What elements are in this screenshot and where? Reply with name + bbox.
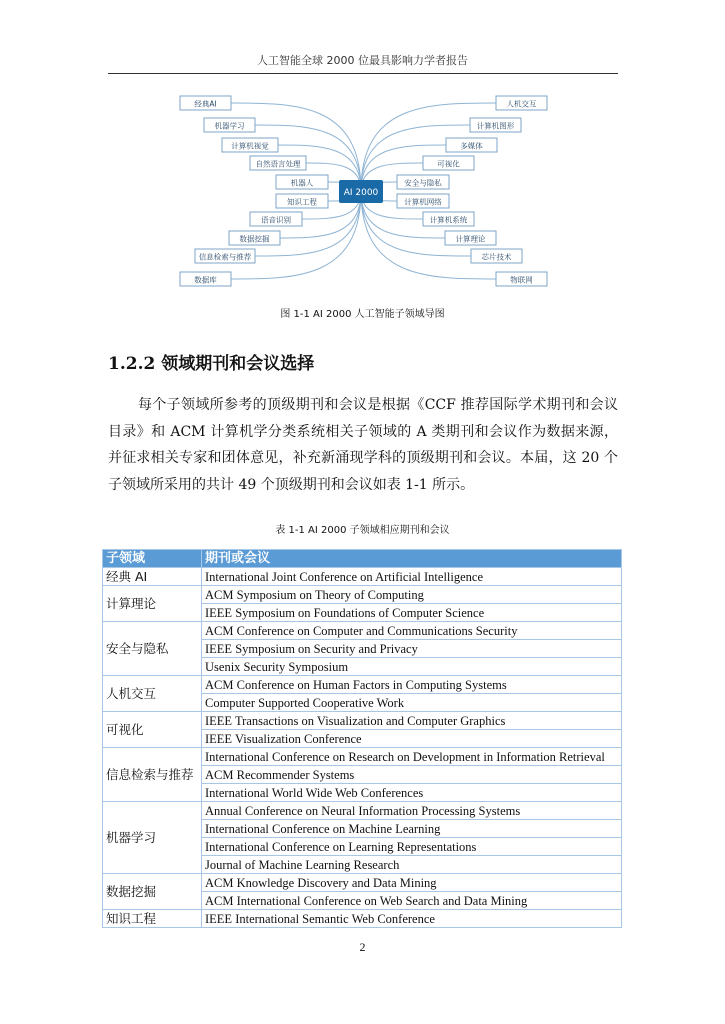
field-cell: 信息检索与推荐 bbox=[103, 748, 202, 802]
field-cell: 经典 AI bbox=[103, 568, 202, 586]
venue-cell: IEEE International Semantic Web Conference bbox=[202, 910, 622, 928]
mindmap-node-label: 机器人 bbox=[290, 178, 314, 188]
venue-cell: Annual Conference on Neural Information Processing Systems bbox=[202, 802, 622, 820]
mindmap-node-label: 可视化 bbox=[437, 159, 460, 169]
venue-cell: ACM Conference on Human Factors in Computing Systems bbox=[202, 676, 622, 694]
running-header: 人工智能全球 2000 位最具影响力学者报告 bbox=[257, 54, 468, 67]
venue-cell: IEEE Transactions on Visualization and Computer Graphics bbox=[202, 712, 622, 730]
mindmap-node-label: 芯片技术 bbox=[481, 252, 512, 262]
venue-cell: International Joint Conference on Artificial Intelligence bbox=[202, 568, 622, 586]
table-row bbox=[103, 712, 622, 730]
venue-table bbox=[102, 549, 622, 928]
venue-cell: ACM Recommender Systems bbox=[202, 766, 622, 784]
mindmap-node-label: 经典AI bbox=[194, 99, 217, 109]
mindmap-node-label: 人机交互 bbox=[506, 99, 537, 109]
header-field: 子领域 bbox=[103, 550, 202, 568]
venue-cell: IEEE Symposium on Foundations of Computer Science bbox=[202, 604, 622, 622]
mindmap-node-label: 多媒体 bbox=[460, 141, 483, 151]
mindmap-node-label: 数据库 bbox=[194, 275, 217, 285]
page-number: 2 bbox=[359, 940, 366, 954]
mindmap-node-label: 数据挖掘 bbox=[239, 234, 270, 244]
mindmap-node-label: 自然语言处理 bbox=[255, 159, 301, 169]
venue-cell: International Conference on Learning Representations bbox=[202, 838, 622, 856]
table-row bbox=[103, 748, 622, 766]
table-row bbox=[103, 874, 622, 892]
venue-cell: Usenix Security Symposium bbox=[202, 658, 622, 676]
mindmap-node-label: 计算机网络 bbox=[404, 197, 442, 207]
figure-caption: 图 1-1 AI 2000 人工智能子领域导图 bbox=[280, 309, 445, 320]
venue-cell: IEEE Symposium on Security and Privacy bbox=[202, 640, 622, 658]
field-cell: 知识工程 bbox=[103, 910, 202, 928]
mindmap-node-label: 机器学习 bbox=[214, 121, 245, 131]
venue-cell: Computer Supported Cooperative Work bbox=[202, 694, 622, 712]
venue-cell: IEEE Visualization Conference bbox=[202, 730, 622, 748]
table-row bbox=[103, 676, 622, 694]
mindmap-node-label: 语音识别 bbox=[261, 215, 291, 225]
field-cell: 数据挖掘 bbox=[103, 874, 202, 910]
venue-cell: International World Wide Web Conferences bbox=[202, 784, 622, 802]
venue-cell: ACM Symposium on Theory of Computing bbox=[202, 586, 622, 604]
mindmap-node-label: 信息检索与推荐 bbox=[198, 252, 252, 262]
mindmap-center-label: AI 2000 bbox=[343, 188, 379, 198]
venue-cell: ACM International Conference on Web Search and Data Mining bbox=[202, 892, 622, 910]
ai-subfield-mindmap bbox=[0, 0, 725, 300]
field-cell: 人机交互 bbox=[103, 676, 202, 712]
venue-cell: International Conference on Machine Learning bbox=[202, 820, 622, 838]
mindmap-node-label: 知识工程 bbox=[287, 197, 317, 207]
section-title: 1.2.2 领域期刊和会议选择 bbox=[108, 354, 315, 374]
field-cell: 可视化 bbox=[103, 712, 202, 748]
mindmap-node-label: 计算理论 bbox=[455, 234, 486, 244]
field-cell: 计算理论 bbox=[103, 586, 202, 622]
header-venue: 期刊或会议 bbox=[202, 550, 622, 568]
table-row bbox=[103, 622, 622, 640]
mindmap-node-label: 计算机视觉 bbox=[231, 141, 269, 151]
body-paragraph: 每个子领域所参考的顶级期刊和会议是根据《CCF 推荐国际学术期刊和会议目录》和 ACM 计算机学分类系统相关子领域的 A 类期刊和会议作为数据来源，并征求相关专家和团体意见，补充新涌现学科的顶级期刊和会议。本届，这 20 个子领域所采用的共计 49 个顶级期刊和会议如表 1-1 所示。 bbox=[108, 397, 618, 493]
table-row bbox=[103, 586, 622, 604]
venue-cell: ACM Conference on Computer and Communications Security bbox=[202, 622, 622, 640]
table-caption: 表 1-1 AI 2000 子领域相应期刊和会议 bbox=[275, 525, 450, 536]
table-row bbox=[103, 802, 622, 820]
field-cell: 安全与隐私 bbox=[103, 622, 202, 676]
mindmap-node-label: 安全与隐私 bbox=[404, 178, 442, 188]
venue-cell: ACM Knowledge Discovery and Data Mining bbox=[202, 874, 622, 892]
mindmap-node-label: 计算机图形 bbox=[476, 121, 515, 131]
venue-cell: Journal of Machine Learning Research bbox=[202, 856, 622, 874]
mindmap-node-label: 物联网 bbox=[510, 275, 533, 285]
field-cell: 机器学习 bbox=[103, 802, 202, 874]
venue-cell: International Conference on Research on Development in Information Retrieval bbox=[202, 748, 622, 766]
table-row bbox=[103, 910, 622, 928]
table-row bbox=[103, 568, 622, 586]
mindmap-node-label: 计算机系统 bbox=[429, 215, 468, 225]
